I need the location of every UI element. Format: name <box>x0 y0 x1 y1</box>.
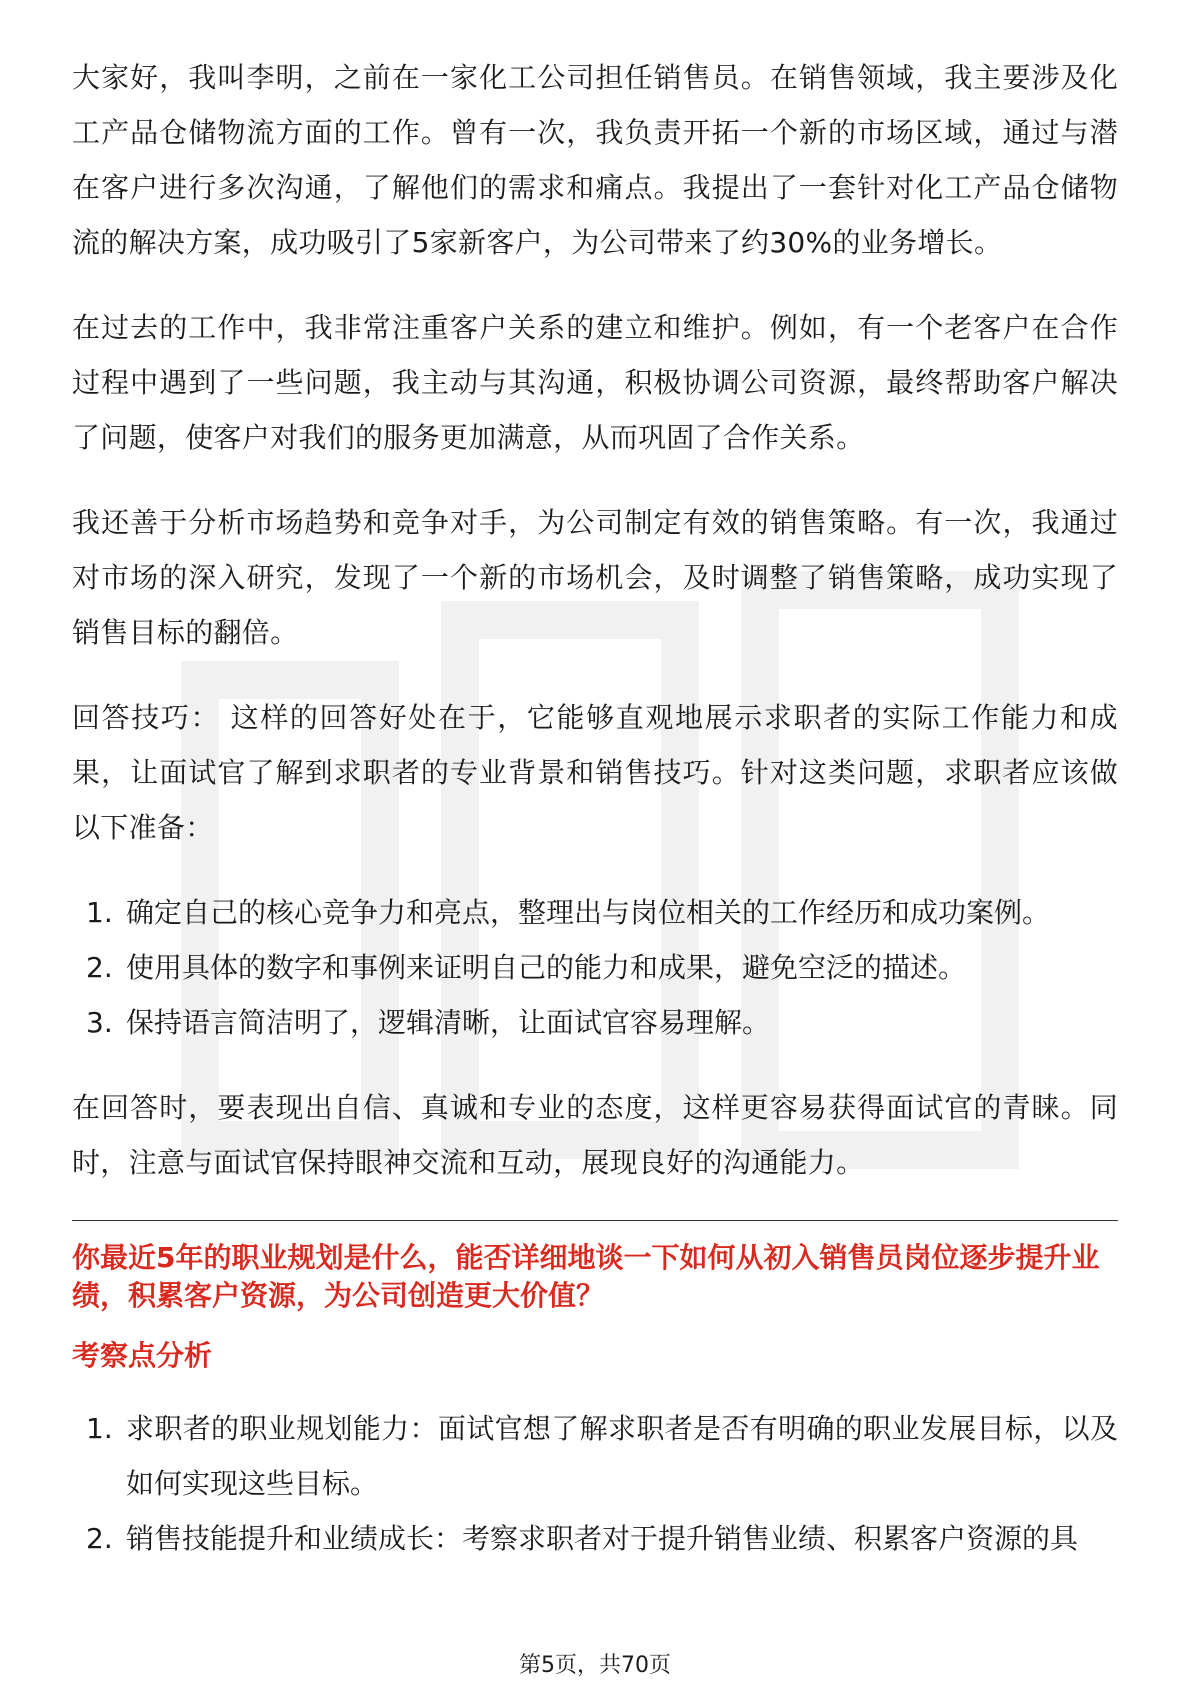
tips-list <box>72 885 1118 1050</box>
list-item-text: 销售技能提升和业绩成长：考察求职者对于提升销售业绩、积累客户资源的具 <box>126 1522 1079 1555</box>
list-number: 3. <box>86 1006 113 1039</box>
answer-closing-paragraph: 在回答时，要表现出自信、真诚和专业的态度，这样更容易获得面试官的青睐。同时，注意与面试官保持眼神交流和互动，展现良好的沟通能力。 <box>72 1091 1118 1179</box>
list-item-text: 求职者的职业规划能力：面试官想了解求职者是否有明确的职业发展目标，以及如何实现这些目标。 <box>126 1412 1118 1500</box>
list-item <box>72 995 1118 1050</box>
list-item-text: 保持语言简洁明了，逻辑清晰，让面试官容易理解。 <box>126 1006 771 1039</box>
list-number: 1. <box>86 896 113 929</box>
document-page <box>72 50 1118 1596</box>
list-number: 2. <box>86 1522 113 1555</box>
analysis-list <box>72 1401 1118 1566</box>
interview-question: 你最近5年的职业规划是什么，能否详细地谈一下如何从初入销售员岗位逐步提升业绩，积累客户资源，为公司创造更大价值？ <box>72 1241 1100 1312</box>
list-item <box>72 1401 1118 1511</box>
list-item-text: 确定自己的核心竞争力和亮点，整理出与岗位相关的工作经历和成功案例。 <box>126 896 1051 929</box>
answer-paragraph-2: 在过去的工作中，我非常注重客户关系的建立和维护。例如，有一个老客户在合作过程中遇到了一些问题，我主动与其沟通，积极协调公司资源，最终帮助客户解决了问题，使客户对我们的服务更加满意，从而巩固了合作关系。 <box>72 311 1118 454</box>
answer-paragraph-3: 我还善于分析市场趋势和竞争对手，为公司制定有效的销售策略。有一次，我通过对市场的深入研究，发现了一个新的市场机会，及时调整了销售策略，成功实现了销售目标的翻倍。 <box>72 506 1118 649</box>
list-number: 2. <box>86 951 113 984</box>
list-item-text: 使用具体的数字和事例来证明自己的能力和成果，避免空泛的描述。 <box>126 951 967 984</box>
list-item <box>72 885 1118 940</box>
answer-paragraph-1: 大家好，我叫李明，之前在一家化工公司担任销售员。在销售领域，我主要涉及化工产品仓储物流方面的工作。曾有一次，我负责开拓一个新的市场区域，通过与潜在客户进行多次沟通，了解他们的需求和痛点。我提出了一套针对化工产品仓储物流的解决方案，成功吸引了5家新客户，为公司带来了约30%的业务增长。 <box>72 61 1118 259</box>
page-number-footer: 第5页，共70页 <box>519 1653 671 1678</box>
list-item <box>72 1511 1118 1566</box>
analysis-heading: 考察点分析 <box>72 1339 213 1372</box>
list-item <box>72 940 1118 995</box>
list-number: 1. <box>86 1412 113 1445</box>
answer-tips-paragraph: 回答技巧： 这样的回答好处在于，它能够直观地展示求职者的实际工作能力和成果，让面试官了解到求职者的专业背景和销售技巧。针对这类问题，求职者应该做以下准备： <box>72 701 1118 844</box>
section-divider <box>72 1220 1118 1221</box>
